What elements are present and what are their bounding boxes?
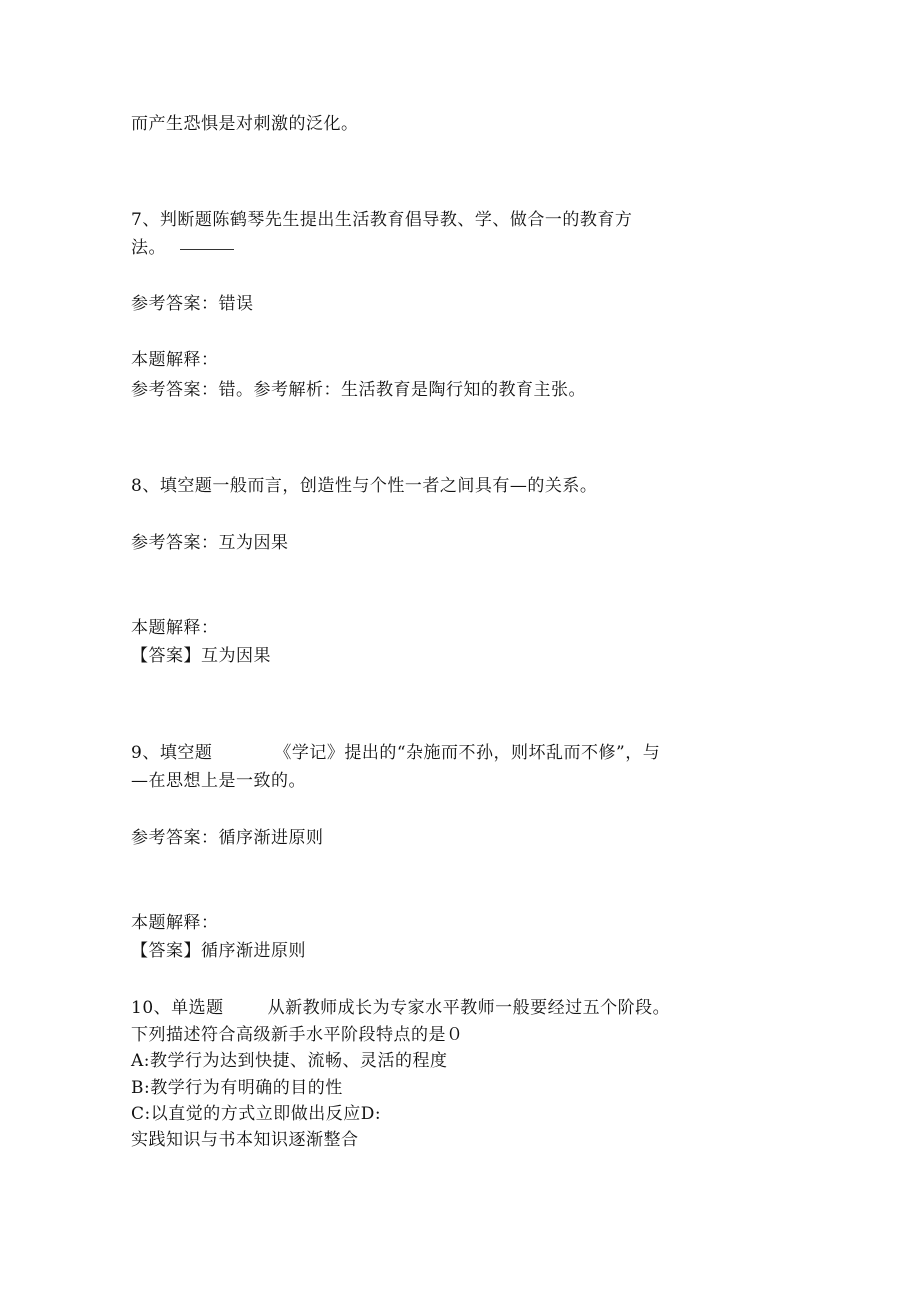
q7-explain-label: 本题解释： [131,350,219,370]
q10-option-a: A:教学行为达到快捷、流畅、灵活的程度 [131,1051,448,1071]
q9-text-line1 [131,742,660,764]
q8-explain-label: 本题解释： [131,618,219,638]
q9-text-line2: —在思想上是一致的。 [131,771,306,791]
q7-explain-text: 参考答案：错。参考解析：生活教育是陶行知的教育主张。 [131,380,586,400]
q8-explain-text: 【答案】互为因果 [131,646,271,666]
q7-text-line1: 7、判断题陈鹤琴先生提出生活教育倡导教、学、做合一的教育方 [131,210,633,230]
answer-blank [180,248,234,250]
q9-prefix: 9、填空题 [131,743,213,763]
q9-text-rest: 《学记》提出的“杂施而不孙，则坏乱而不修”，与 [274,743,661,763]
q10-option-d: 实践知识与书本知识逐渐整合 [131,1130,359,1150]
q9-answer: 参考答案：循序渐进原则 [131,828,324,848]
q10-text-line2: 下列描述符合高级新手水平阶段特点的是０ [131,1025,464,1045]
q7-text-line2-text: 法。 [131,238,166,258]
q8-answer: 参考答案：互为因果 [131,533,289,553]
q8-text-line1: 8、填空题一般而言，创造性与个性一者之间具有—的关系。 [131,476,598,496]
q10-option-c: C:以直觉的方式立即做出反应D: [131,1104,382,1124]
q10-text-line1 [131,997,670,1019]
q9-explain-text: 【答案】循序渐进原则 [131,941,306,961]
q7-text-line2 [131,237,234,259]
q10-text-rest: 从新教师成长为专家水平教师一般要经过五个阶段。 [267,998,671,1018]
q10-option-b: B:教学行为有明确的目的性 [131,1078,343,1098]
q7-answer: 参考答案：错误 [131,294,254,314]
q10-prefix: 10、单选题 [131,998,224,1018]
q9-explain-label: 本题解释： [131,913,219,933]
intro-line: 而产生恐惧是对刺激的泛化。 [131,114,359,134]
